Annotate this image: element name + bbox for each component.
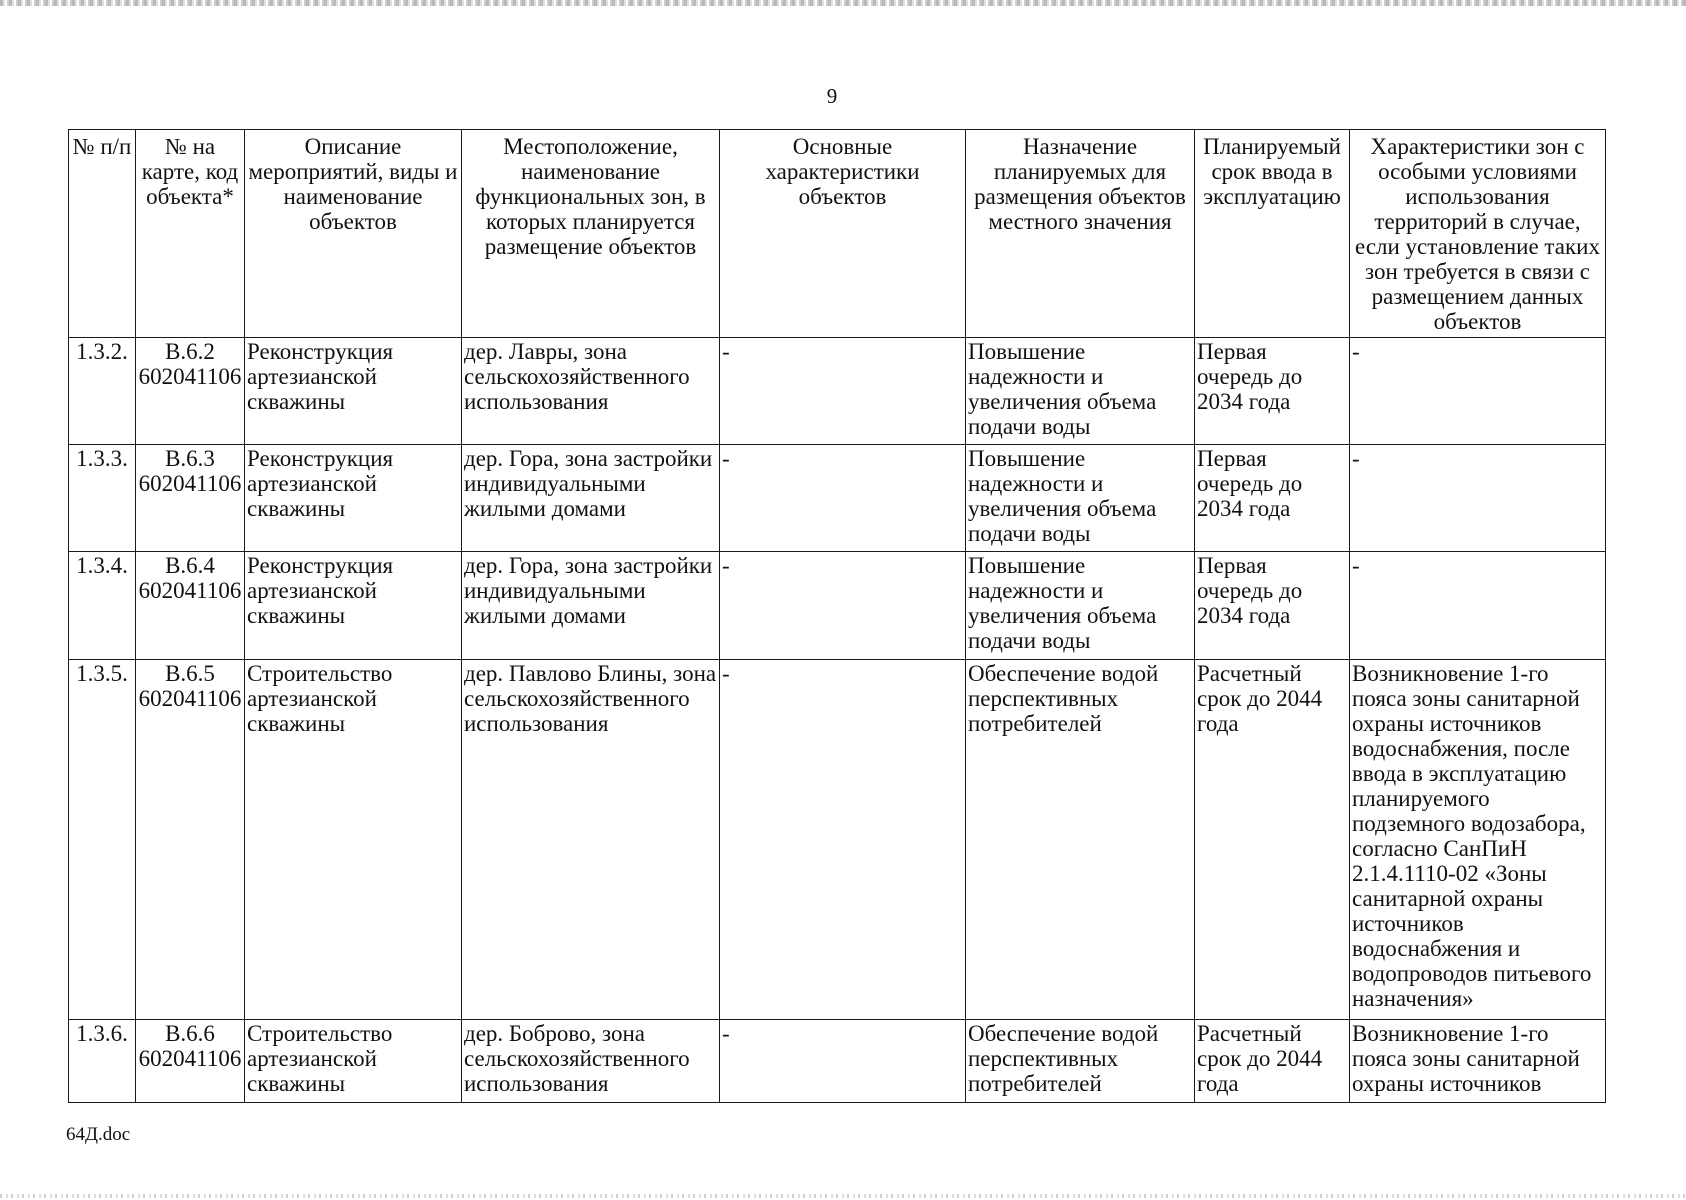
table-row — [69, 445, 1606, 552]
zones-cell: Возникновение 1-го пояса зоны санитарной охраны источников — [1350, 1020, 1606, 1103]
map-number: В.6.4 — [165, 553, 215, 578]
term-cell: Расчетный срок до 2044 года — [1195, 1020, 1350, 1103]
footer-filename: 64Д.doc — [66, 1124, 131, 1145]
location-cell: дер. Гора, зона застройки индивидуальными жилыми домами — [462, 445, 720, 552]
row-number: 1.3.4. — [69, 552, 136, 660]
header-number: № п/п — [69, 130, 136, 338]
row-number: 1.3.3. — [69, 445, 136, 552]
term-cell: Первая очередь до 2034 года — [1195, 552, 1350, 660]
term-cell: Расчетный срок до 2044 года — [1195, 660, 1350, 1020]
header-term: Планируемый срок ввода в эксплуатацию — [1195, 130, 1350, 338]
header-purpose: Назначение планируемых для размещения объектов местного значения — [966, 130, 1195, 338]
object-code: 602041106 — [138, 1046, 242, 1071]
purpose-cell: Обеспечение водой перспективных потребителей — [966, 1020, 1195, 1103]
scan-edge-top — [0, 0, 1686, 6]
map-number: В.6.2 — [165, 339, 215, 364]
object-code: 602041106 — [138, 686, 242, 711]
purpose-cell: Повышение надежности и увеличения объема подачи воды — [966, 552, 1195, 660]
map-number: В.6.5 — [165, 661, 215, 686]
table-header-row — [69, 130, 1606, 338]
characteristics-cell: - — [720, 338, 966, 445]
header-characteristics: Основные характеристики объектов — [720, 130, 966, 338]
purpose-cell: Обеспечение водой перспективных потребителей — [966, 660, 1195, 1020]
description-cell: Строительство артезианской скважины — [245, 1020, 462, 1103]
row-number: 1.3.2. — [69, 338, 136, 445]
description-cell: Реконструкция артезианской скважины — [245, 445, 462, 552]
table-row — [69, 660, 1606, 1020]
object-code: 602041106 — [138, 471, 242, 496]
description-cell: Строительство артезианской скважины — [245, 660, 462, 1020]
map-number: В.6.3 — [165, 446, 215, 471]
planned-objects-table — [68, 129, 1606, 1103]
characteristics-cell: - — [720, 1020, 966, 1103]
term-cell: Первая очередь до 2034 года — [1195, 445, 1350, 552]
zones-cell: - — [1350, 338, 1606, 445]
map-number: В.6.6 — [165, 1021, 215, 1046]
location-cell: дер. Гора, зона застройки индивидуальными жилыми домами — [462, 552, 720, 660]
location-cell: дер. Боброво, зона сельскохозяйственного использования — [462, 1020, 720, 1103]
purpose-cell: Повышение надежности и увеличения объема подачи воды — [966, 338, 1195, 445]
zones-cell: - — [1350, 445, 1606, 552]
characteristics-cell: - — [720, 660, 966, 1020]
table-row — [69, 552, 1606, 660]
term-cell: Первая очередь до 2034 года — [1195, 338, 1350, 445]
location-cell: дер. Павлово Блины, зона сельскохозяйственного использования — [462, 660, 720, 1020]
page-number: 9 — [826, 84, 838, 108]
zones-cell: - — [1350, 552, 1606, 660]
scan-edge-bottom — [0, 1194, 1686, 1198]
purpose-cell: Повышение надежности и увеличения объема подачи воды — [966, 445, 1195, 552]
location-cell: дер. Лавры, зона сельскохозяйственного использования — [462, 338, 720, 445]
characteristics-cell: - — [720, 445, 966, 552]
description-cell: Реконструкция артезианской скважины — [245, 552, 462, 660]
map-code-cell — [136, 660, 245, 1020]
map-code-cell — [136, 338, 245, 445]
map-code-cell — [136, 1020, 245, 1103]
zones-cell: Возникновение 1-го пояса зоны санитарной охраны источников водоснабжения, после ввода в эксплуатацию планируемого подземного водозабора, согласно СанПиН 2.1.4.1110-02 «Зоны санитарной охраны источников водоснабжения и водопроводов питьевого назначения» — [1350, 660, 1606, 1020]
row-number: 1.3.6. — [69, 1020, 136, 1103]
table-row — [69, 338, 1606, 445]
row-number: 1.3.5. — [69, 660, 136, 1020]
header-description: Описание мероприятий, виды и наименование объектов — [245, 130, 462, 338]
map-code-cell — [136, 445, 245, 552]
characteristics-cell: - — [720, 552, 966, 660]
map-code-cell — [136, 552, 245, 660]
header-location: Местоположение, наименование функциональных зон, в которых планируется размещение объектов — [462, 130, 720, 338]
header-map-code: № на карте, код объекта* — [136, 130, 245, 338]
header-zones: Характеристики зон с особыми условиями использования территорий в случае, если установление таких зон требуется в связи с размещением данных объектов — [1350, 130, 1606, 338]
description-cell: Реконструкция артезианской скважины — [245, 338, 462, 445]
object-code: 602041106 — [138, 578, 242, 603]
table-row — [69, 1020, 1606, 1103]
object-code: 602041106 — [138, 364, 242, 389]
